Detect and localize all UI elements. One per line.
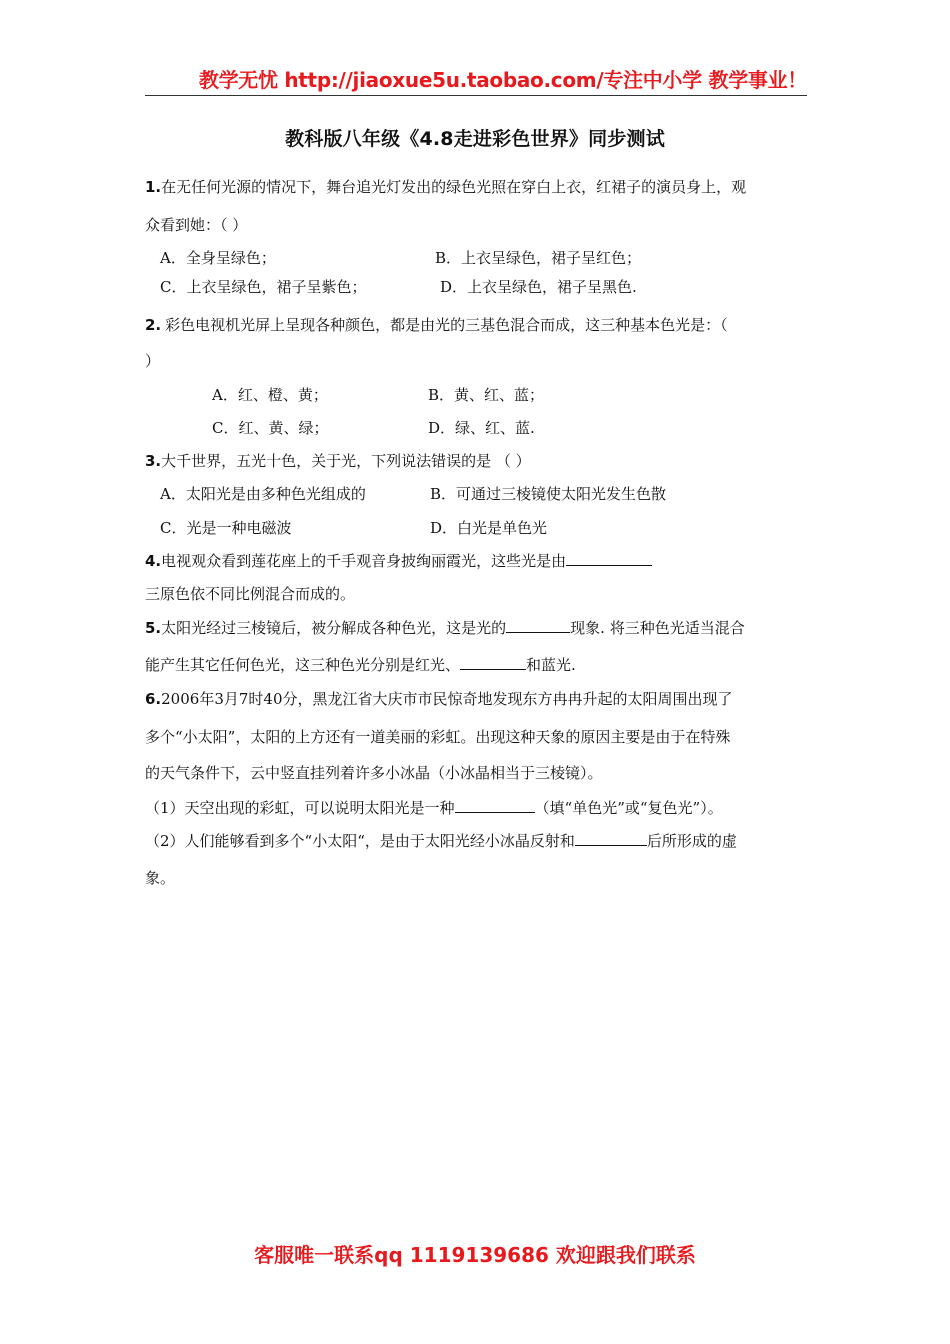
question-2-line-1 — [145, 315, 728, 335]
question-2-option-d: D．绿、红、蓝. — [428, 419, 535, 437]
question-6-sub-2-text-a: （2）人们能够看到多个“小太阳“，是由于太阳光经小冰晶反射和 — [145, 832, 575, 850]
question-2-line-2: ） — [145, 352, 161, 370]
question-1-line-2: 众看到她：（ ） — [145, 216, 248, 234]
question-2-option-a: A．红、橙、黄； — [212, 386, 328, 404]
question-6-sub-1-text-a: （1）天空出现的彩虹，可以说明太阳光是一种 — [145, 799, 455, 817]
question-1-option-a: A．全身呈绿色； — [160, 249, 276, 267]
answer-blank — [506, 618, 570, 633]
question-5-stem-b: 现象. 将三种色光适当混合 — [570, 619, 745, 637]
answer-blank — [575, 831, 647, 846]
question-3-option-d: D．白光是单色光 — [430, 519, 548, 537]
question-3-stem: 大千世界，五光十色，关于光，下列说法错误的是 （ ） — [161, 452, 531, 470]
question-6-line-3: 的天气条件下，云中竖直挂列着许多小冰晶（小冰晶相当于三棱镜）。 — [145, 764, 603, 782]
answer-blank — [566, 551, 652, 566]
question-6-line-1 — [145, 689, 733, 709]
question-1-option-c: C．上衣呈绿色，裙子呈紫色； — [160, 278, 367, 296]
footer-contact: 客服唯一联系qq 1119139686 欢迎跟我们联系 — [254, 1243, 696, 1267]
question-6-sub-1 — [145, 798, 723, 818]
page-title: 教科版八年级《4.8走进彩色世界》同步测试 — [285, 128, 665, 150]
question-4-stem: 电视观众看到莲花座上的千手观音身披绚丽霞光，这些光是由 — [161, 552, 567, 570]
answer-blank — [460, 655, 526, 670]
question-3-option-c: C．光是一种电磁波 — [160, 519, 292, 537]
question-1-stem: 在无任何光源的情况下，舞台追光灯发出的绿色光照在穿白上衣，红裙子的演员身上，观 — [161, 178, 747, 196]
question-6-line-2: 多个“小太阳”，太阳的上方还有一道美丽的彩虹。出现这种天象的原因主要是由于在特殊 — [145, 728, 731, 746]
question-1-number: 1. — [145, 178, 162, 196]
question-5-number: 5. — [145, 619, 162, 637]
question-2-option-b: B．黄、红、蓝； — [428, 386, 545, 404]
question-2-number: 2. — [145, 316, 162, 334]
question-2-option-c: C．红、黄、绿； — [212, 419, 329, 437]
answer-blank — [455, 798, 535, 813]
question-5-stem-a: 太阳光经过三棱镜后，被分解成各种色光，这是光的 — [161, 619, 507, 637]
question-1-option-d: D．上衣呈绿色，裙子呈黑色. — [440, 278, 637, 296]
question-1-line-1 — [145, 177, 746, 197]
question-3-option-b: B．可通过三棱镜使太阳光发生色散 — [430, 485, 667, 503]
question-4-number: 4. — [145, 552, 162, 570]
question-4-line-2: 三原色依不同比例混合而成的。 — [145, 585, 356, 603]
question-3-number: 3. — [145, 452, 162, 470]
question-3-line-1 — [145, 451, 531, 471]
question-4-line-1 — [145, 551, 652, 571]
header-banner: 教学无忧 http://jiaoxue5u.taobao.com/专注中小学 教学事业！ — [198, 68, 807, 92]
question-6-sub-2 — [145, 831, 737, 851]
question-6-number: 6. — [145, 690, 162, 708]
question-5-line-1 — [145, 618, 745, 638]
question-5-stem-d: 和蓝光. — [526, 656, 576, 674]
question-6-sub-1-text-b: （填“单色光”或“复色光”）。 — [534, 799, 723, 817]
question-2-stem: 彩色电视机光屏上呈现各种颜色，都是由光的三基色混合而成，这三种基本色光是：（ — [165, 316, 728, 334]
question-1-option-b: B．上衣呈绿色，裙子呈红色； — [435, 249, 642, 267]
header-divider — [145, 95, 807, 96]
question-3-option-a: A．太阳光是由多种色光组成的 — [160, 485, 366, 503]
question-6-stem-1: 2006年3月7时40分，黑龙江省大庆市市民惊奇地发现东方冉冉升起的太阳周围出现了 — [161, 690, 733, 708]
question-5-line-2 — [145, 655, 576, 675]
question-6-sub-2-text-b: 后所形成的虚 — [646, 832, 737, 850]
question-5-stem-c: 能产生其它任何色光，这三种色光分别是红光、 — [145, 656, 461, 674]
question-6-sub-2-line-2: 象。 — [145, 869, 176, 887]
